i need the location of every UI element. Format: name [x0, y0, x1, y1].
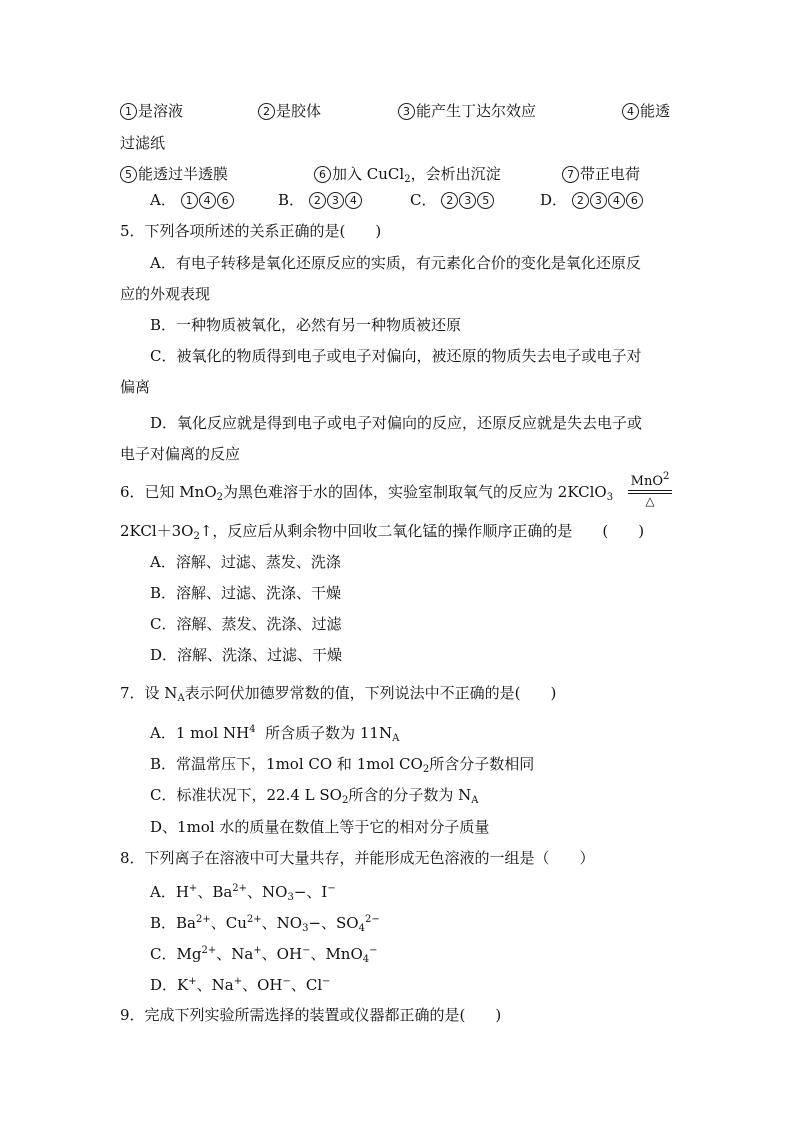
- q6-option-c: C．溶解、蒸发、洗涤、过滤: [150, 615, 342, 633]
- q8-option-c: C．$Mg^{2+}$、Na+、OH−、MnO$_4$−: [150, 945, 378, 965]
- property-3: 3 能产生丁达尔效应: [398, 100, 536, 122]
- q6-option-d: D．溶解、洗涤、过滤、干燥: [150, 646, 343, 664]
- q7-stem: 7．设 $N_A$表示阿伏加德罗常数的值，下列说法中不正确的是( ): [120, 684, 557, 704]
- q4-option-d: D． 2 3 4 6: [540, 189, 644, 211]
- q7-option-c: C．标准状况下，22.4 L $SO_2$所含的分子数为 $N_A$: [150, 786, 479, 806]
- q5-option-c: C．被氧化的物质得到电子或电子对偏向，被还原的物质失去电子或电子对: [150, 347, 642, 365]
- circle-number: 3: [398, 103, 415, 120]
- q4-option-a: A． 1 4 6: [150, 189, 235, 211]
- circle-number: 7: [562, 166, 579, 183]
- q7-option-d: D、1mol 水的质量在数值上等于它的相对分子质量: [150, 818, 490, 836]
- q5-option-d: D．氧化反应就是得到电子或电子对偏向的反应，还原反应就是失去电子或: [150, 414, 643, 432]
- q5-option-a-wrap: 应的外观表现: [120, 285, 211, 303]
- circle-number: 4: [622, 103, 639, 120]
- q7-option-b: B．常温常压下，1mol CO 和 1mol $CO_2$所含分子数相同: [150, 755, 535, 775]
- circle-number: 1: [120, 103, 137, 120]
- q5-stem: 5．下列各项所述的关系正确的是( ): [120, 222, 382, 240]
- q4-option-c: C． 2 3 5: [410, 189, 495, 211]
- q5-option-d-wrap: 电子对偏离的反应: [120, 445, 241, 463]
- circle-number: 5: [120, 166, 137, 183]
- property-7: 7 带正电荷: [562, 163, 640, 185]
- q7-option-a: A．1 mol $NH^4$ 所含质子数为 $11N_A$: [150, 724, 400, 744]
- q8-option-a: A．H+、$Ba^{2+}$、$NO_3-$、I−: [150, 883, 336, 903]
- q8-option-d: D．K+、Na+、OH−、Cl−: [150, 976, 331, 994]
- q6-stem: 6．已知 MnO$_2$为黑色难溶于水的固体，实验室制取氧气的反应为 2KClO$_3$: [120, 483, 614, 503]
- q8-stem: 8．下列离子在溶液中可大量共存，并能形成无色溶液的一组是（ ）: [120, 849, 595, 867]
- q6-stem-wrap: $2KCl+3O_2↑$，反应后从剩余物中回收二氧化锰的操作顺序正确的是 ( ): [120, 522, 645, 542]
- q5-option-a: A．有电子转移是氧化还原反应的实质，有元素化合价的变化是氧化还原反: [150, 254, 641, 272]
- property-4-wrap: 过滤纸: [120, 134, 166, 152]
- q5-option-c-wrap: 偏离: [120, 378, 151, 396]
- property-1: 1 是溶液: [120, 100, 183, 122]
- q6-option-a: A．溶解、过滤、蒸发、洗涤: [150, 553, 341, 571]
- q5-option-b: B．一种物质被氧化，必然有另一种物质被还原: [150, 316, 462, 334]
- circle-number: 2: [258, 103, 275, 120]
- property-5: 5 能透过半透膜: [120, 163, 228, 185]
- property-4: 4 能透: [622, 100, 670, 122]
- q9-stem: 9．完成下列实验所需选择的装置或仪器都正确的是( ): [120, 1006, 502, 1024]
- q4-option-b: B． 2 3 4: [278, 189, 363, 211]
- property-2: 2 是胶体: [258, 100, 321, 122]
- q6-option-b: B．溶解、过滤、洗涤、干燥: [150, 584, 342, 602]
- circle-number: 6: [314, 166, 331, 183]
- q8-option-b: B．$Ba^{2+}$、$Cu^{2+}$、$NO_3-$、$SO_4^{2-}$: [150, 914, 380, 934]
- property-6: 6 加入 CuCl$_2$，会析出沉淀: [314, 163, 501, 191]
- reaction-condition: MnO$^2$ △: [628, 469, 672, 508]
